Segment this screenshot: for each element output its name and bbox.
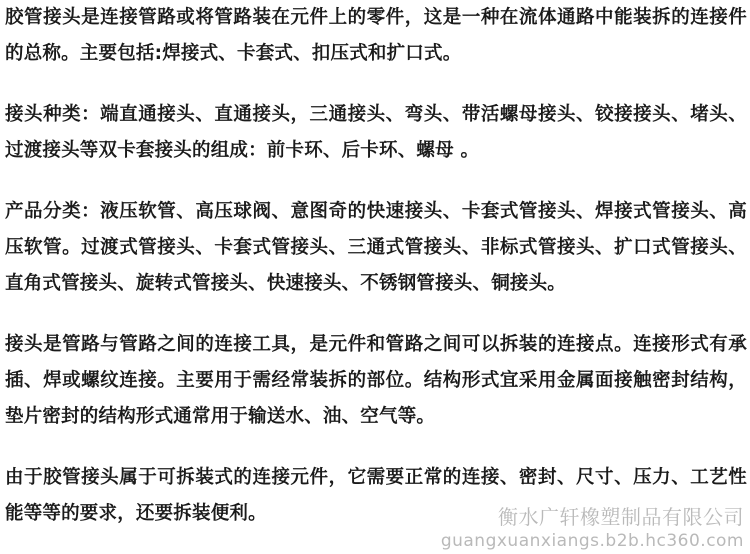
paragraph-definition: 胶管接头是连接管路或将管路装在元件上的零件，这是一种在流体通路中能装拆的连接件的总称。主要包括:焊接式、卡套式、扣压式和扩口式。	[5, 7, 747, 64]
paragraph-connection-forms: 接头是管路与管路之间的连接工具，是元件和管路之间可以拆装的连接点。连接形式有承插、焊或螺纹连接。主要用于需经常装拆的部位。结构形式宜采用金属面接触密封结构，垫片密封的结构形式通常用于输送水、油、空气等。	[5, 334, 747, 427]
paragraph-product-categories: 产品分类：液压软管、高压球阀、意图奇的快速接头、卡套式管接头、焊接式管接头、高压软管。过渡式管接头、卡套式管接头、三通式管接头、非标式管接头、扩口式管接头、直角式管接头、旋转式管接头、快速接头、不锈钢管接头、铜接头。	[5, 201, 747, 294]
paragraph-requirements: 由于胶管接头属于可拆装式的连接元件，它需要正常的连接、密封、尺寸、压力、工艺性能等等的要求，还要拆装便利。	[5, 467, 747, 524]
watermark-company: 衡水广轩橡塑制品有限公司	[498, 505, 744, 529]
watermark-url: guangxuanxiangs.b2b.hc360.com	[440, 531, 744, 551]
article-body	[5, 0, 747, 532]
paragraph-joint-types: 接头种类：端直通接头、直通接头，三通接头、弯头、带活螺母接头、铰接接头、堵头、过渡接头等双卡套接头的组成：前卡环、后卡环、螺母 。	[5, 104, 747, 161]
